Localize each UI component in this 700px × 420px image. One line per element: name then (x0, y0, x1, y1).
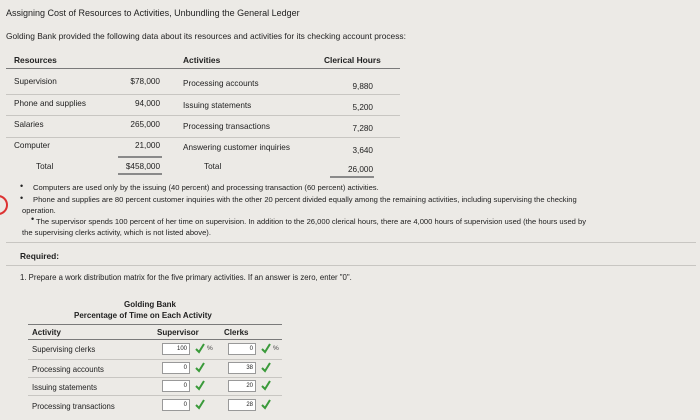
percent-sign: % (207, 345, 213, 352)
resource-name: Supervision (14, 77, 57, 86)
check-icon (195, 380, 205, 391)
row-divider (6, 94, 400, 95)
supervisor-input[interactable]: 0 (162, 362, 190, 374)
matrix-row-divider (28, 395, 282, 396)
matrix-activity: Issuing statements (32, 383, 98, 392)
total-amount: $458,000 (125, 162, 160, 171)
matrix-subtitle: Percentage of Time on Each Activity (74, 311, 212, 320)
matrix-row-divider (28, 377, 282, 378)
check-icon (261, 362, 271, 373)
matrix-header-rule (28, 339, 282, 340)
activity-hours: 7,280 (352, 124, 373, 133)
matrix-activity: Processing accounts (32, 365, 104, 374)
activity-hours: 5,200 (352, 103, 373, 112)
matrix-top-rule (28, 324, 282, 325)
clerks-input[interactable]: 28 (228, 399, 256, 411)
total-label-left: Total (36, 162, 54, 171)
row-divider (6, 137, 400, 138)
percent-sign: % (273, 345, 279, 352)
resource-name: Computer (14, 141, 50, 150)
activity-name: Processing transactions (183, 122, 270, 131)
resource-amount: $78,000 (130, 77, 160, 86)
bullet-text: operation. (22, 206, 56, 215)
total-label-right: Total (204, 162, 222, 171)
activity-hours: 3,640 (352, 146, 373, 155)
activity-name: Issuing statements (183, 101, 252, 110)
header-clerical-hours: Clerical Hours (324, 55, 381, 65)
section-divider (6, 265, 696, 266)
bullet-text: The supervisor spends 100 percent of her time on supervision. In addition to the 26,000 clerical hours, there are 4,000 hours of supervision used (the hours used by (36, 217, 587, 226)
resource-amount: 94,000 (134, 99, 160, 108)
marker-circle-icon (0, 192, 10, 218)
header-activities: Activities (183, 55, 221, 65)
matrix-activity: Processing transactions (32, 402, 115, 411)
check-icon (261, 343, 271, 354)
activity-hours: 9,880 (352, 82, 373, 91)
matrix-row-divider (28, 359, 282, 360)
clerks-input[interactable]: 38 (228, 362, 256, 374)
resource-name: Phone and supplies (14, 99, 86, 108)
matrix-title: Golding Bank (124, 300, 176, 309)
bullet-dot: • (20, 193, 24, 203)
activity-name: Answering customer inquiries (183, 143, 290, 152)
bullet-text: the supervising clerks activity, which is not listed above). (22, 228, 211, 237)
bullet-text: Computers are used only by the issuing (40 percent) and processing transaction (60 percent) activities. (33, 183, 379, 192)
check-icon (195, 399, 205, 410)
resource-amount: 265,000 (130, 120, 160, 129)
check-icon (195, 343, 205, 354)
resource-amount: 21,000 (134, 141, 160, 150)
check-icon (261, 399, 271, 410)
clerks-input[interactable]: 0 (228, 343, 256, 355)
supervisor-input[interactable]: 100 (162, 343, 190, 355)
total-double-rule (118, 173, 162, 175)
total-hours: 26,000 (347, 165, 373, 174)
header-divider (6, 68, 400, 69)
supervisor-input[interactable]: 0 (162, 380, 190, 392)
check-icon (261, 380, 271, 391)
bullet-dot: • (20, 181, 24, 191)
matrix-header-clerks: Clerks (224, 328, 249, 337)
bullet-dot: • (31, 214, 35, 224)
required-question: 1. Prepare a work distribution matrix for the five primary activities. If an answer is zero, enter "0". (20, 273, 352, 282)
clerks-input[interactable]: 20 (228, 380, 256, 392)
header-resources: Resources (14, 55, 57, 65)
required-label: Required: (20, 251, 60, 261)
resource-name: Salaries (14, 120, 44, 129)
total-rule-amount (118, 156, 162, 158)
supervisor-input[interactable]: 0 (162, 399, 190, 411)
check-icon (195, 362, 205, 373)
intro-text: Golding Bank provided the following data about its resources and activities for its checking account process: (6, 31, 406, 41)
matrix-header-supervisor: Supervisor (157, 328, 199, 337)
row-divider (6, 115, 400, 116)
activity-name: Processing accounts (183, 79, 259, 88)
total-double-rule-hours (330, 176, 374, 178)
section-divider (6, 242, 696, 243)
bullet-text: Phone and supplies are 80 percent customer inquiries with the other 20 percent divided equally among the remaining activities, including supervising the checking (33, 195, 577, 204)
page-title: Assigning Cost of Resources to Activities, Unbundling the General Ledger (6, 8, 300, 18)
matrix-header-activity: Activity (32, 328, 61, 337)
matrix-activity: Supervising clerks (32, 345, 96, 354)
